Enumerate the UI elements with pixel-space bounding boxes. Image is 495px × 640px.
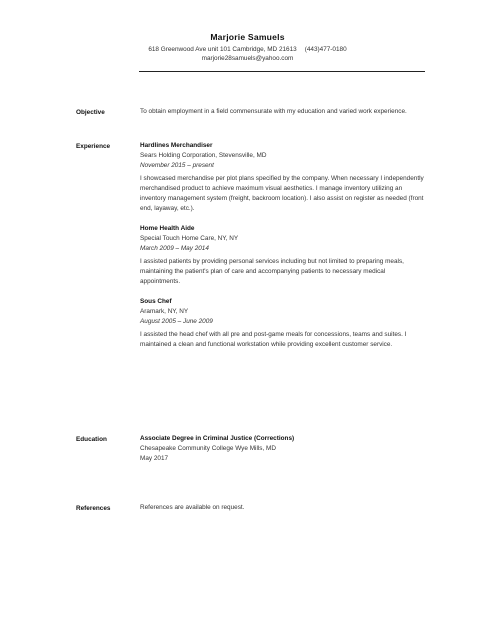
objective-section [140,107,425,117]
job-description: I assisted patients by providing personal services including but not limited to preparing meals, maintaining the patient's plan of care and accompanying patients to necessary medical appointments. [140,258,404,285]
references-label: References [76,505,111,512]
experience-label: Experience [76,143,111,150]
email: marjorie28samuels@yahoo.com [201,55,294,62]
degree: Associate Degree in Criminal Justice (Corrections) [140,435,295,442]
objective-label: Objective [76,109,105,116]
resume-header [0,32,495,63]
references-text: References are available on request. [140,504,245,511]
education-label: Education [76,436,107,443]
job-dates: August 2005 – June 2009 [140,318,213,325]
experience-section [140,141,425,350]
job-entry [140,141,425,214]
graduation-date: May 2017 [140,455,169,462]
job-company: Aramark, NY, NY [140,308,189,315]
phone: (443)477-0180 [304,46,347,53]
job-title: Sous Chef [140,298,172,305]
address: 618 Greenwood Ave unit 101 Cambridge, MD 21613 [148,46,297,53]
job-entry [140,224,425,287]
references-section [140,503,425,513]
job-dates: March 2009 – May 2014 [140,245,209,252]
job-title: Hardlines Merchandiser [140,142,213,149]
header-divider [139,71,425,72]
job-description: I showcased merchandise per plot plans specified by the company. When necessary I independently merchandised product to achieve maximum visual aesthetics. I manage inventory utilizing an inventory management system (freight, backroom location). I also assist on register as needed (front end, layaway, etc.). [140,175,424,212]
objective-text: To obtain employment in a field commensurate with my education and varied work experience. [140,108,407,115]
education-section [140,434,425,464]
job-description: I assisted the head chef with all pre and post-game meals for concessions, teams and suites. I maintained a clean and functional workstation while providing excellent customer service. [140,331,407,348]
job-entry [140,297,425,350]
candidate-name: Marjorie Samuels [210,32,285,42]
job-company: Sears Holding Corporation, Stevensville, MD [140,152,267,159]
job-dates: November 2015 – present [140,162,214,169]
contact-line [0,46,495,54]
job-company: Special Touch Home Care, NY, NY [140,235,239,242]
school: Chesapeake Community College Wye Mills, MD [140,445,276,452]
job-title: Home Health Aide [140,225,195,232]
